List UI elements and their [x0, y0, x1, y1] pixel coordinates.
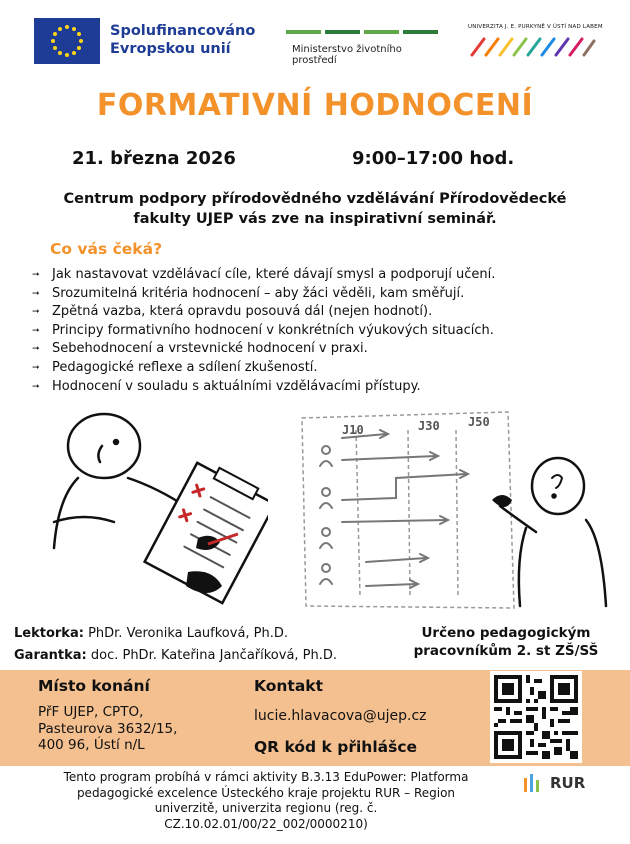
rur-logo-text: RUR	[550, 774, 586, 792]
lecturer-line	[14, 626, 288, 641]
eu-cofunding-text	[110, 22, 255, 58]
list-item: ➞ Hodnocení v souladu s aktuálními vzdělávacími přístupy.	[32, 378, 495, 397]
footer-line-3: univerzitě, univerzita regionu (reg. č.	[154, 801, 378, 815]
invitation-line-2: fakulty UJEP vás zve na inspirativní seminář.	[133, 211, 497, 227]
arrow-bullet-icon: ➞	[32, 381, 40, 392]
eu-line-1: Spolufinancováno	[110, 23, 256, 39]
invitation-text	[20, 189, 610, 229]
target-line-2: pracovníkům 2. st ZŠ/SŠ	[413, 643, 599, 659]
progress-board-illustration	[296, 408, 630, 614]
lecturer-name: PhDr. Veronika Laufková, Ph.D.	[88, 626, 289, 641]
rur-bars-icon	[522, 772, 544, 794]
rur-logo	[522, 772, 585, 794]
guarantor-label: Garantka:	[14, 648, 87, 663]
contact-email-link[interactable]: lucie.hlavacova@ujep.cz	[254, 708, 427, 724]
qr-label: QR kód k přihlášce	[254, 738, 418, 756]
arrow-bullet-icon: ➞	[32, 270, 40, 280]
event-date: 21. března 2026	[72, 148, 236, 169]
guarantor-name: doc. PhDr. Kateřina Jančaříková, Ph.D.	[90, 648, 338, 663]
student-figure-icon	[320, 528, 332, 548]
list-item: ➞ Srozumitelná kritéria hodnocení – aby žáci věděli, kam směřují.	[32, 285, 495, 304]
university-stripes-icon	[468, 35, 598, 59]
university-name: UNIVERZITA J. E. PURKYNĚ V ÚSTÍ NAD LABEM	[468, 24, 603, 30]
board-label-j10: J10	[342, 423, 364, 437]
venue-line-1: PřF UJEP, CPTO,	[38, 704, 144, 720]
venue-line-3: 400 96, Ústí n/L	[38, 737, 145, 753]
guarantor-line	[14, 648, 337, 663]
student-figure-icon	[320, 446, 332, 466]
ministry-name: Ministerstvo životního prostředí	[292, 44, 402, 66]
target-audience	[404, 624, 608, 660]
target-line-1: Určeno pedagogickým	[421, 625, 591, 641]
board-label-j30: J30	[418, 419, 440, 433]
agenda-list	[32, 266, 495, 396]
list-item: ➞ Sebehodnocení a vrstevnické hodnocení v praxi.	[32, 340, 495, 359]
venue-heading: Místo konání	[38, 677, 150, 695]
invitation-line-1: Centrum podpory přírodovědného vzdělávání Přírodovědecké	[63, 191, 567, 207]
registration-qr-code[interactable]	[490, 671, 582, 763]
arrow-bullet-icon: ➞	[32, 325, 40, 336]
student-figure-icon	[320, 488, 332, 508]
list-item: ➞ Jak nastavovat vzdělávací cíle, které dávají smysl a podporují učení.	[32, 266, 495, 285]
qr-code-icon	[494, 675, 578, 759]
arrow-bullet-icon: ➞	[32, 344, 40, 355]
venue-line-2: Pasteurova 3632/15,	[38, 720, 178, 737]
thinking-student-illustration	[500, 458, 606, 606]
list-item: ➞ Zpětná vazba, která opravdu posouvá dál (nejen hodnotí).	[32, 303, 495, 322]
footer-line-4: CZ.10.02.01/00/22_002/0000210)	[164, 816, 368, 831]
arrow-bullet-icon: ➞	[32, 288, 40, 299]
list-item: ➞ Principy formativního hodnocení v konkrétních výukových situacích.	[32, 322, 495, 341]
eu-flag-logo	[34, 18, 100, 64]
footer-text	[22, 770, 510, 832]
eu-line-2: Evropskou unií	[110, 41, 231, 57]
student-figure-icon	[320, 564, 332, 584]
page-title: FORMATIVNÍ HODNOCENÍ	[96, 88, 534, 123]
venue-address	[38, 704, 177, 754]
arrow-bullet-icon: ➞	[32, 307, 40, 318]
lecturer-label: Lektorka:	[14, 626, 84, 641]
agenda-heading: Co vás čeká?	[50, 240, 163, 258]
ministry-color-bars	[286, 30, 438, 34]
contact-heading: Kontakt	[254, 677, 324, 695]
board-label-j50: J50	[468, 415, 490, 429]
arrow-bullet-icon: ➞	[32, 362, 40, 373]
footer-line-2: pedagogické excelence Ústeckého kraje projektu RUR – Region	[76, 785, 456, 800]
footer-line-1: Tento program probíhá v rámci aktivity B.3.13 EduPower: Platforma	[63, 770, 469, 784]
event-time: 9:00–17:00 hod.	[352, 148, 515, 169]
list-item: ➞ Pedagogické reflexe a sdílení zkušeností.	[32, 359, 495, 378]
university-logo	[468, 24, 603, 63]
teacher-with-clipboard-illustration	[48, 412, 268, 612]
ministry-logo	[286, 30, 438, 66]
